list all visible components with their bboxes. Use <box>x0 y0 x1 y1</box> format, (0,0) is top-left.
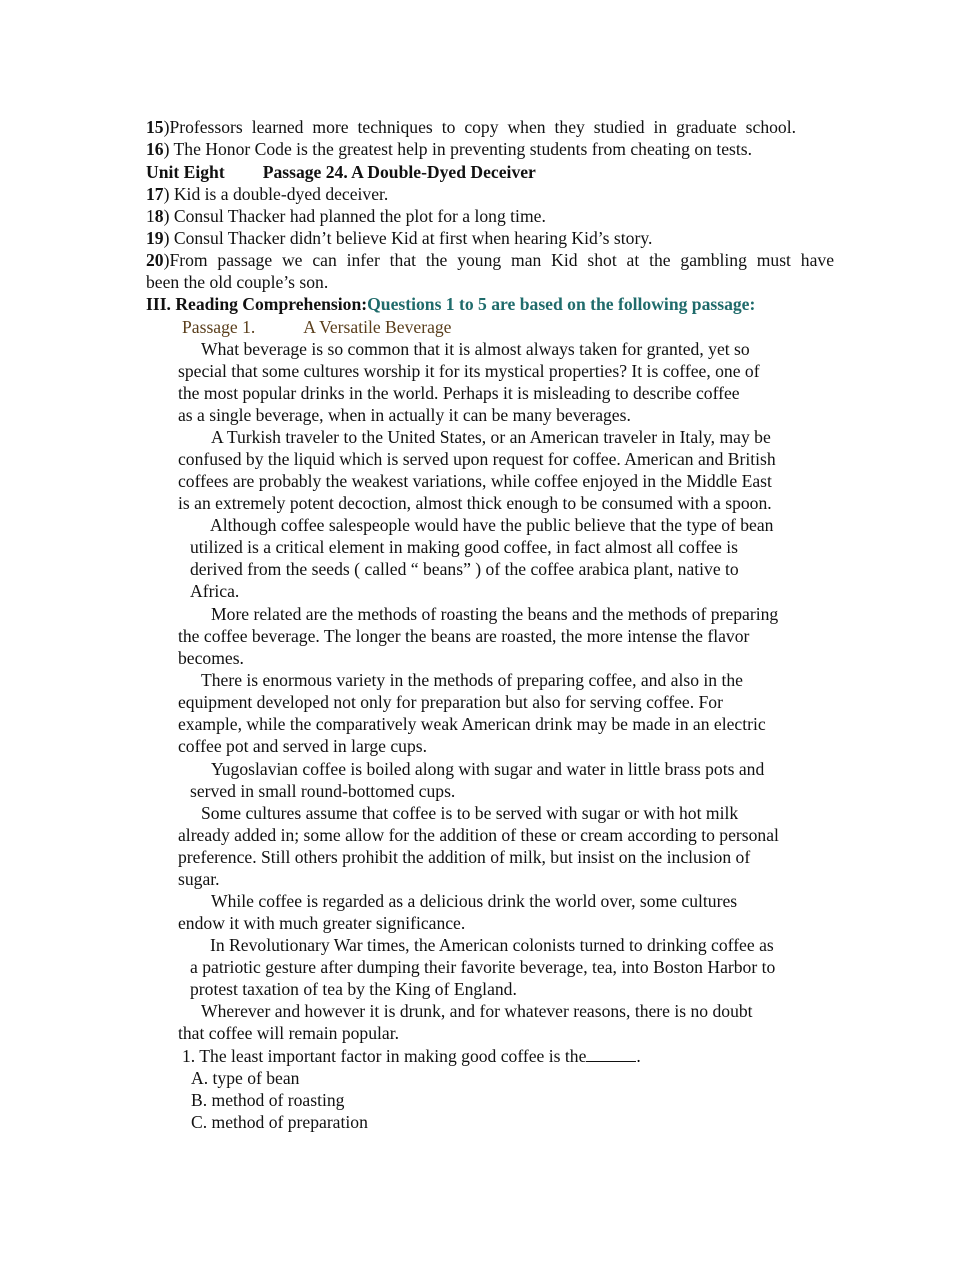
passage-line: coffee pot and served in large cups. <box>178 736 427 756</box>
passage-line: already added in; some allow for the addition of these or cream according to personal <box>178 825 779 845</box>
passage-line: special that some cultures worship it for its mystical properties? It is coffee, one of <box>178 361 760 381</box>
passage-line: What beverage is so common that it is almost always taken for granted, yet so <box>201 339 750 359</box>
option-a: A. type of bean <box>191 1068 300 1088</box>
option-b: B. method of roasting <box>191 1090 345 1110</box>
passage-line: protest taxation of tea by the King of England. <box>190 979 517 999</box>
passage-line: While coffee is regarded as a delicious drink the world over, some cultures <box>211 891 738 911</box>
passage-line: becomes. <box>178 648 244 668</box>
passage-line: served in small round-bottomed cups. <box>190 781 456 801</box>
passage-heading: Passage 1. A Versatile Beverage <box>182 317 452 337</box>
passage-line: Africa. <box>190 581 240 601</box>
section-heading: III. Reading Comprehension:Questions 1 to 5 are based on the following passage: <box>146 294 756 314</box>
statement-19: 19) Consul Thacker didn’t believe Kid at first when hearing Kid’s story. <box>146 228 653 248</box>
question-1-stem: 1. The least important factor in making good coffee is the . <box>182 1046 641 1066</box>
passage-line: the coffee beverage. The longer the beans are roasted, the more intense the flavor <box>178 626 750 646</box>
passage-line: Wherever and however it is drunk, and for whatever reasons, there is no doubt <box>201 1001 753 1021</box>
passage-line: utilized is a critical element in making good coffee, in fact almost all coffee is <box>190 537 738 557</box>
passage-line: Yugoslavian coffee is boiled along with sugar and water in little brass pots and <box>211 759 765 779</box>
statement-20-line-1: 20)From passage we can infer that the young man Kid shot at the gambling must have <box>146 250 834 270</box>
statement-18: 18) Consul Thacker had planned the plot for a long time. <box>146 206 546 226</box>
statement-17: 17) Kid is a double-dyed deceiver. <box>146 184 389 204</box>
statement-16: 16) The Honor Code is the greatest help in preventing students from cheating on tests. <box>146 139 753 159</box>
passage-line: A Turkish traveler to the United States, or an American traveler in Italy, may be <box>211 427 771 447</box>
passage-line: preference. Still others prohibit the addition of milk, but insist on the inclusion of <box>178 847 751 867</box>
passage-line: Although coffee salespeople would have the public believe that the type of bean <box>210 515 774 535</box>
passage-line: derived from the seeds ( called “ beans” ) of the coffee arabica plant, native to <box>190 559 739 579</box>
passage-line: a patriotic gesture after dumping their favorite beverage, tea, into Boston Harbor to <box>190 957 776 977</box>
passage-line: is an extremely potent decoction, almost thick enough to be consumed with a spoon. <box>178 493 772 513</box>
passage-line: equipment developed not only for preparation but also for serving coffee. For <box>178 692 723 712</box>
passage-line: In Revolutionary War times, the American colonists turned to drinking coffee as <box>210 935 774 955</box>
passage-line: that coffee will remain popular. <box>178 1023 399 1043</box>
passage-line: example, while the comparatively weak American drink may be made in an electric <box>178 714 766 734</box>
unit-heading: Unit Eight Passage 24. A Double-Dyed Deceiver <box>146 162 536 182</box>
passage-line: as a single beverage, when in actually it can be many beverages. <box>178 405 631 425</box>
statement-20-line-2: been the old couple’s son. <box>146 272 329 292</box>
statement-15: 15)Professors learned more techniques to copy when they studied in graduate school. <box>146 117 796 137</box>
passage-line: sugar. <box>178 869 220 889</box>
passage-line: There is enormous variety in the methods of preparing coffee, and also in the <box>201 670 743 690</box>
passage-line: More related are the methods of roasting the beans and the methods of preparing <box>211 604 779 624</box>
passage-line: coffees are probably the weakest variations, while coffee enjoyed in the Middle East <box>178 471 772 491</box>
answer-blank <box>586 1047 636 1062</box>
passage-line: Some cultures assume that coffee is to be served with sugar or with hot milk <box>201 803 739 823</box>
passage-line: confused by the liquid which is served upon request for coffee. American and British <box>178 449 776 469</box>
option-c: C. method of preparation <box>191 1112 368 1132</box>
passage-line: endow it with much greater significance. <box>178 913 466 933</box>
passage-line: the most popular drinks in the world. Perhaps it is misleading to describe coffee <box>178 383 740 403</box>
